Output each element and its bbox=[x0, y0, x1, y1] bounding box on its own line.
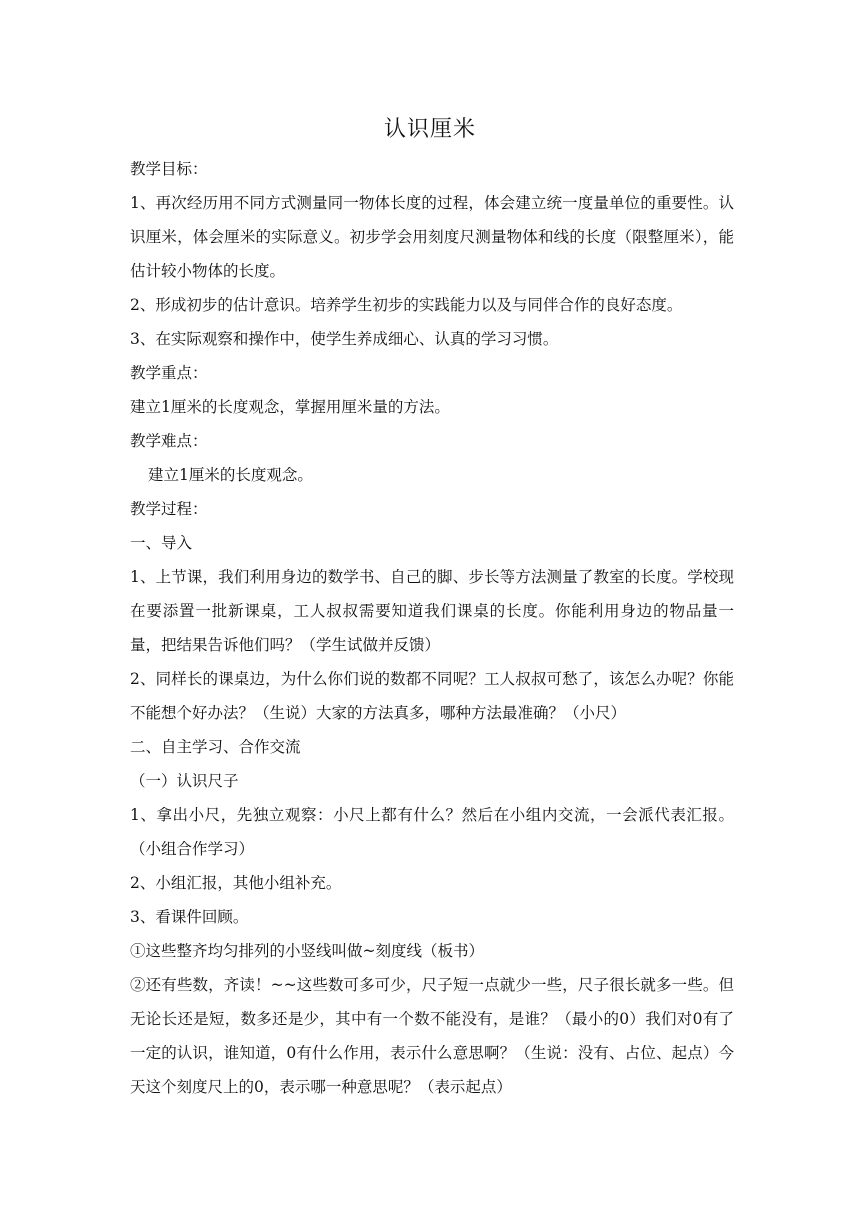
subsection-heading-ruler: （一）认识尺子 bbox=[130, 772, 239, 790]
paragraph: ①这些整齐均匀排列的小竖线叫做~刻度线（板书） bbox=[130, 942, 484, 960]
section-heading-intro: 一、导入 bbox=[130, 534, 193, 552]
paragraph: 2、小组汇报，其他小组补充。 bbox=[130, 874, 342, 892]
section-heading-self-study: 二、自主学习、合作交流 bbox=[130, 738, 301, 756]
document-title: 认识厘米 bbox=[383, 117, 476, 142]
paragraph: 3、看课件回顾。 bbox=[130, 908, 249, 926]
section-heading-difficulties: 教学难点： bbox=[130, 432, 208, 450]
section-heading-objectives: 教学目标： bbox=[130, 160, 208, 178]
paragraph: 建立1厘米的长度观念。 bbox=[148, 466, 313, 484]
paragraph: 建立1厘米的长度观念，掌握用厘米量的方法。 bbox=[130, 398, 450, 416]
paragraph: 2、同样长的课桌边，为什么你们说的数都不同呢？工人叔叔可愁了，该怎么办呢？你能不能想个好办法？（生说）大家的方法真多，哪种方法最准确？（小尺） bbox=[130, 670, 734, 722]
paragraph: 1、拿出小尺，先独立观察：小尺上都有什么？然后在小组内交流，一会派代表汇报。（小组合作学习） bbox=[130, 806, 734, 858]
paragraph: 1、再次经历用不同方式测量同一物体长度的过程，体会建立统一度量单位的重要性。认识厘米，体会厘米的实际意义。初步学会用刻度尺测量物体和线的长度（限整厘米），能估计较小物体的长度。 bbox=[130, 194, 734, 280]
paragraph: 1、上节课，我们利用身边的数学书、自己的脚、步长等方法测量了教室的长度。学校现在要添置一批新课桌，工人叔叔需要知道我们课桌的长度。你能利用身边的物品量一量，把结果告诉他们吗？（学生试做并反馈） bbox=[130, 568, 734, 654]
paragraph: 2、形成初步的估计意识。培养学生初步的实践能力以及与同伴合作的良好态度。 bbox=[130, 296, 683, 314]
paragraph: 3、在实际观察和操作中，使学生养成细心、认真的学习习惯。 bbox=[130, 330, 559, 348]
section-heading-process: 教学过程： bbox=[130, 500, 208, 518]
document-body bbox=[130, 152, 734, 1104]
section-heading-key-points: 教学重点： bbox=[130, 364, 208, 382]
paragraph: ②还有些数，齐读！~~这些数可多可少，尺子短一点就少一些，尺子很长就多一些。但无论长还是短，数多还是少，其中有一个数不能没有，是谁？（最小的0）我们对0有了一定的认识，谁知道，0有什么作用，表示什么意思啊？（生说：没有、占位、起点）今天这个刻度尺上的0，表示哪一种意思呢？（表示起点） bbox=[130, 976, 734, 1096]
